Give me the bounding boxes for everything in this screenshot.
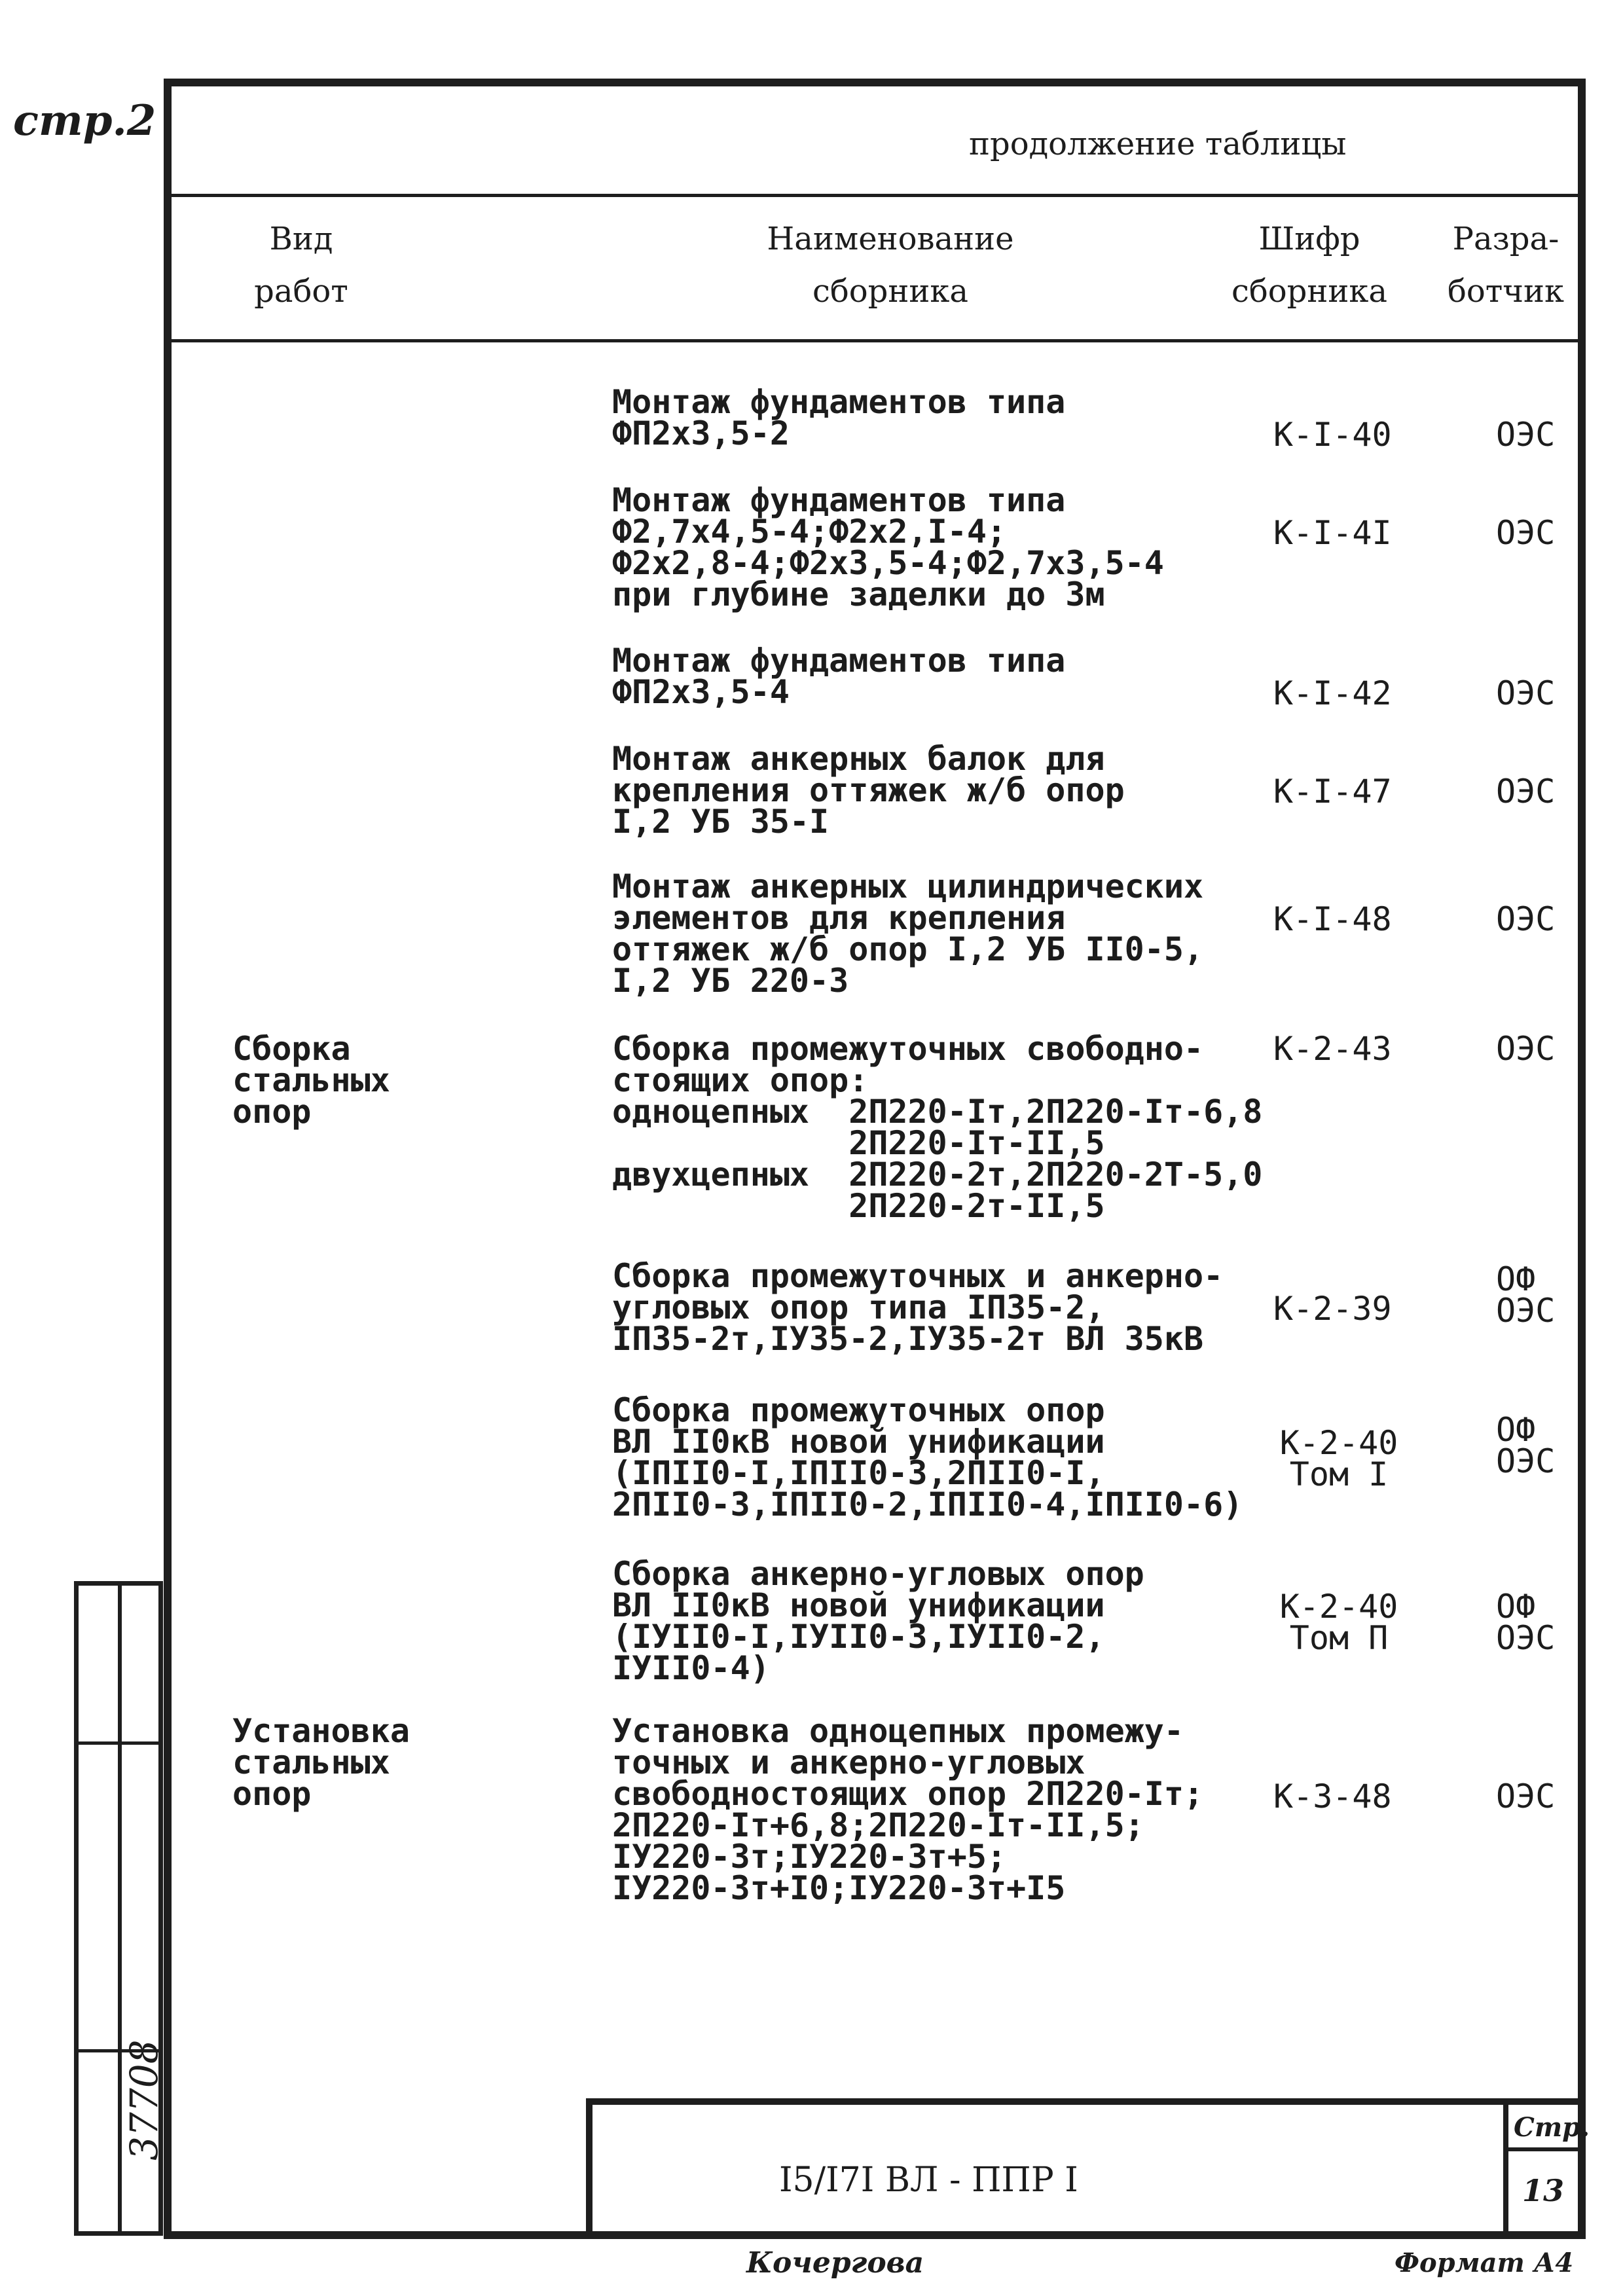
row-code: К-3-48	[1273, 1777, 1392, 1815]
row-code: К-2-39	[1273, 1290, 1392, 1328]
sheet-label: Стр.	[1514, 2112, 1590, 2143]
section-label-installation: Установка стальных опор	[232, 1712, 410, 1813]
row-code: К-I-47	[1273, 773, 1392, 811]
row-name: Сборка анкерно-угловых опор ВЛ II0кВ новой унификации (IУII0-I,IУII0-3,IУII0-2, IУII0-4)	[612, 1555, 1144, 1687]
signature-center: Кочергова	[746, 2246, 924, 2280]
row-name: Сборка промежуточных опор ВЛ II0кВ новой унификации (IПII0-I,IПII0-3,2ПII0-I, 2ПII0-3,IПII0-2,IПII0-4,IПII0-6)	[612, 1391, 1243, 1523]
row-name: Монтаж фундаментов типа Ф2,7х4,5-4;Ф2х2,I-4; Ф2х2,8-4;Ф2х3,5-4;Ф2,7х3,5-4 при глубине заделки до 3м	[612, 481, 1164, 613]
col-header-work-type: Вид работ	[254, 221, 348, 310]
col-header-developer: Разра- ботчик	[1447, 221, 1565, 310]
col-header-name: Наименование сборника	[767, 221, 1014, 310]
row-developer: ОЭС	[1496, 900, 1556, 938]
row-name: Монтаж фундаментов типа ФП2х3,5-4	[612, 642, 1066, 711]
title-block-divider	[1503, 2105, 1508, 2231]
row-developer: ОЭС	[1496, 514, 1556, 552]
row-developer: ОЭС	[1496, 1777, 1556, 1815]
row-developer: ОФ ОЭС	[1496, 1260, 1556, 1330]
row-developer: ОЭС	[1496, 773, 1556, 811]
title-block	[586, 2098, 1578, 2231]
row-name: Сборка промежуточных и анкерно- угловых опор типа IП35-2, IП35-2т,IУ35-2,IУ35-2т ВЛ 35кВ	[612, 1257, 1224, 1358]
row-name: Сборка промежуточных свободно- стоящих опор: одноцепных 2П220-Iт,2П220-Iт-6,8 2П220-Iт-II,5 двухцепных 2П220-2т,2П220-2Т-5,0 2П220-2т-II,5	[612, 1030, 1263, 1225]
row-developer: ОЭС	[1496, 416, 1556, 454]
row-developer: ОФ ОЭС	[1496, 1588, 1556, 1657]
row-developer: ОЭС	[1496, 1030, 1556, 1068]
row-developer: ОФ ОЭС	[1496, 1411, 1556, 1480]
row-name: Установка одноцепных промежу- точных и анкерно-угловых свободностоящих опор 2П220-Iт; 2П220-Iт+6,8;2П220-Iт-II,5; IУ220-3т;IУ220-3т+5; IУ220-3т+I0;IУ220-3т+I5	[612, 1712, 1204, 1907]
header-rule-top	[172, 194, 1578, 197]
document-designation: I5/I7I ВЛ - ППР I	[779, 2160, 1078, 2200]
sheet-number: 13	[1522, 2173, 1565, 2208]
row-name: Монтаж анкерных балок для крепления оттяжек ж/б опор I,2 УБ 35-I	[612, 740, 1125, 841]
row-code: К-2-40 Том I	[1279, 1424, 1398, 1493]
row-code: К-I-42	[1273, 674, 1392, 712]
header-rule-bottom	[172, 339, 1578, 342]
corner-mark: стр.2	[13, 96, 156, 145]
row-code: К-2-43	[1273, 1030, 1392, 1068]
col-header-code: Шифр сборника	[1231, 221, 1387, 310]
row-name: Монтаж фундаментов типа ФП2х3,5-2	[612, 383, 1066, 452]
row-code: К-2-40 Том П	[1279, 1588, 1398, 1657]
row-developer: ОЭС	[1496, 674, 1556, 712]
section-label-assembly: Сборка стальных опор	[232, 1030, 390, 1131]
continuation-label: продолжение таблицы	[969, 126, 1347, 162]
sheet-cell-divider	[1503, 2147, 1578, 2151]
row-code: К-I-40	[1273, 416, 1392, 454]
row-code: К-I-48	[1273, 900, 1392, 938]
row-code: К-I-4I	[1273, 514, 1392, 552]
signature-right: Формат А4	[1395, 2248, 1574, 2278]
inventory-number: 37708	[122, 2039, 166, 2160]
row-name: Монтаж анкерных цилиндрических элементов для крепления оттяжек ж/б опор I,2 УБ II0-5, I,2 УБ 220-3	[612, 867, 1204, 1000]
side-stamp-cell-1	[74, 1741, 163, 1745]
